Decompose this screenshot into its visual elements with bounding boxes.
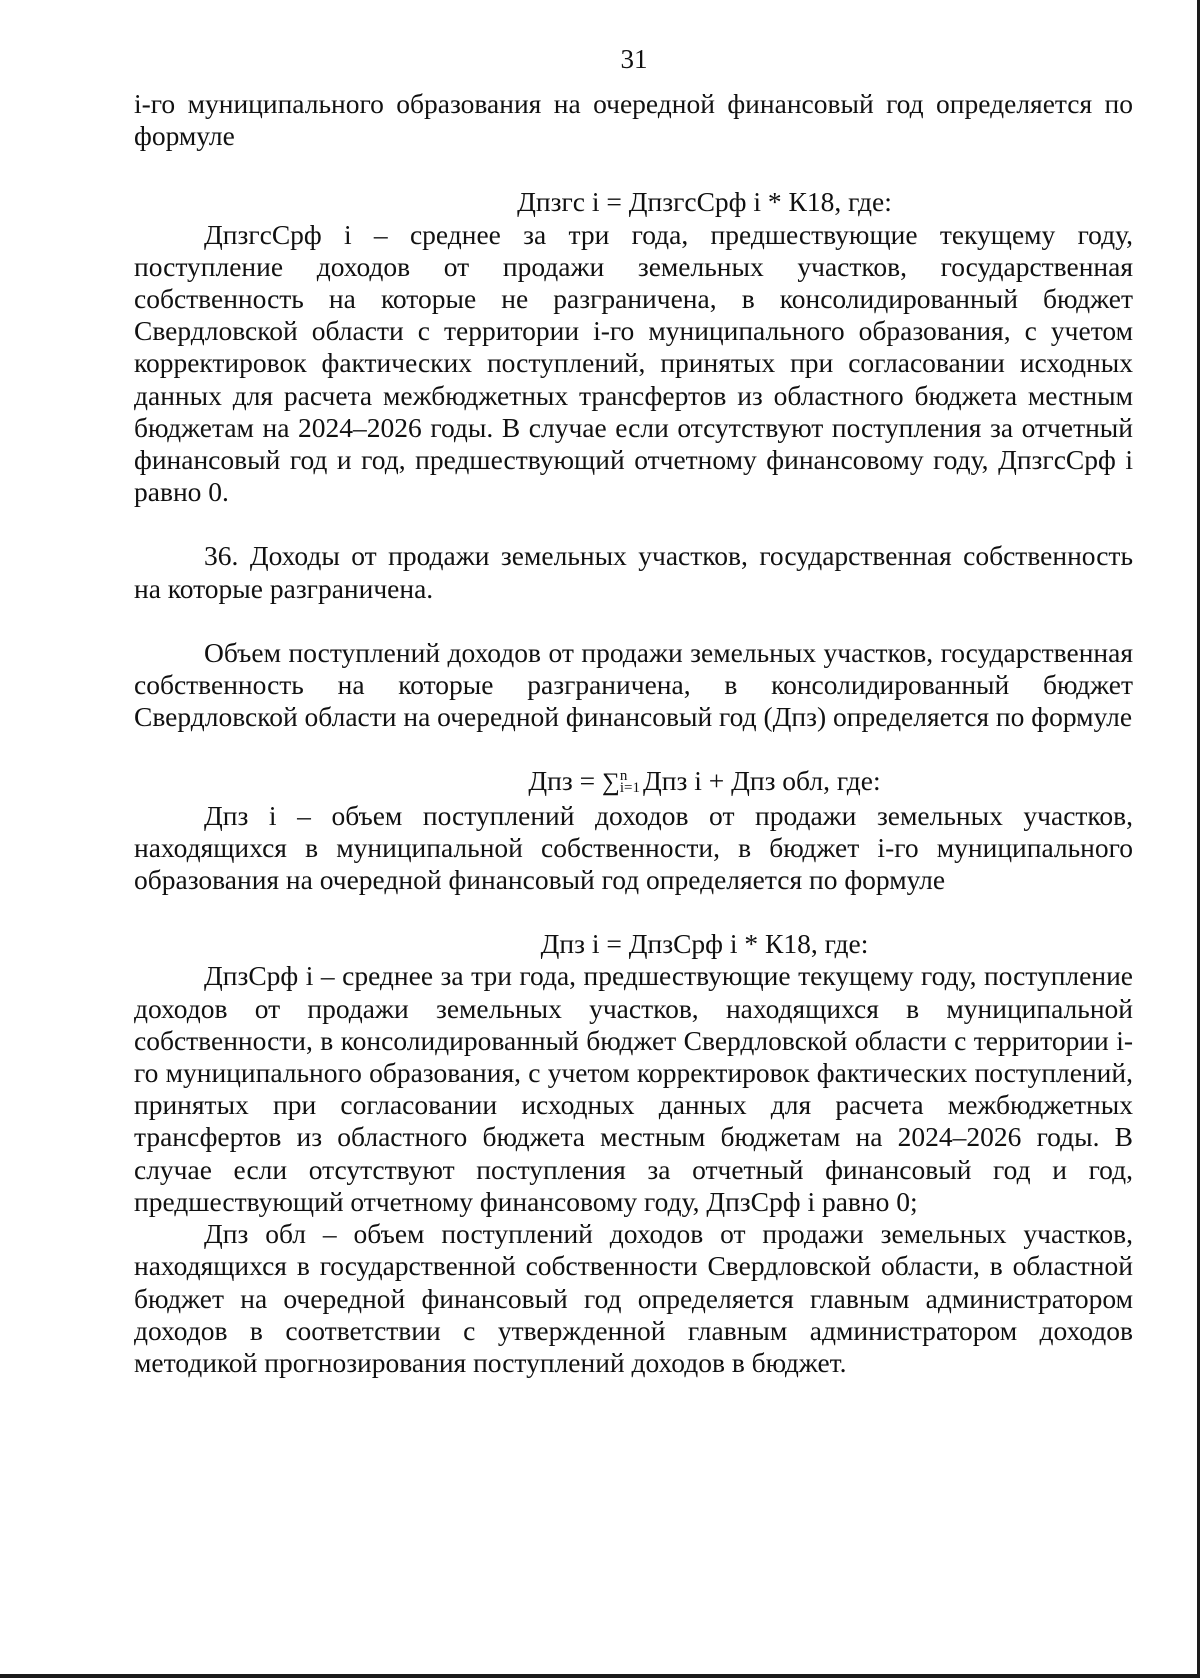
spacer <box>134 605 1133 637</box>
definition-dpz-obl: Дпз обл – объем поступлений доходов от продажи земельных участков, находящихся в государственной собственности Свердловской области, в областной бюджет на очередной финансовый год определяется главным администратором доходов в соответствии с утвержденной главным администратором доходов методикой прогнозирования поступлений доходов в бюджет. <box>134 1218 1133 1378</box>
summation-symbol: ∑ <box>602 769 620 797</box>
formula-dpz-i: Дпз i = ДпзСрф i * К18, где: <box>540 928 869 960</box>
spacer <box>134 733 1133 765</box>
section-36-heading: 36. Доходы от продажи земельных участков, государственная собственность на которые разграничена. <box>134 540 1133 604</box>
definition-dpzgs-srf: ДпзгсСрф i – среднее за три года, предшествующие текущему году, поступление доходов от продажи земельных участков, государственная собственность на которые не разграничена, в консолидированный бюджет Свердловской области с территории i-го муниципального образования, с учетом корректировок фактических поступлений, принятых при согласовании исходных данных для расчета межбюджетных трансфертов из областного бюджета местным бюджетам на 2024–2026 годы. В случае если отсутствуют поступления за отчетный финансовый год и год, предшествующий отчетному финансовому году, ДпзгсСрф i равно 0. <box>134 218 1133 508</box>
summation-lower: i=1 <box>619 780 640 797</box>
summation-upper: n <box>619 768 628 785</box>
formula-dpzgs: Дпзгс i = ДпзгсСрф i * К18, где: <box>517 186 892 218</box>
spacer <box>134 508 1133 540</box>
formula-lhs: Дпз = <box>528 765 603 797</box>
intro-paragraph: i-го муниципального образования на очередной финансовый год определяется по формуле <box>134 88 1133 152</box>
spacer <box>134 896 1133 928</box>
scan-edge-bottom <box>0 1674 1200 1678</box>
formula-dpz-sum <box>134 765 1133 799</box>
summation-limits <box>619 768 640 797</box>
volume-paragraph: Объем поступлений доходов от продажи земельных участков, государственная собственность на которые разграничена, в консолидированный бюджет Свердловской области на очередной финансовый год (Дпз) определяется по формуле <box>134 636 1133 733</box>
spacer <box>134 152 1133 186</box>
definition-dpz-srf: ДпзСрф i – среднее за три года, предшествующие текущему году, поступление доходов от продажи земельных участков, находящихся в муниципальной собственности, в консолидированный бюджет Свердловской области с территории i-го муниципального образования, с учетом корректировок фактических поступлений, принятых при согласовании исходных данных для расчета межбюджетных трансфертов из областного бюджета местным бюджетам на 2024–2026 годы. В случае если отсутствуют поступления за отчетный финансовый год и год, предшествующий отчетному финансовому году, ДпзСрф i равно 0; <box>134 960 1133 1217</box>
document-body <box>134 88 1133 1379</box>
definition-dpz-i: Дпз i – объем поступлений доходов от продажи земельных участков, находящихся в муниципальной собственности, в бюджет i-го муниципального образования на очередной финансовый год определяется по формуле <box>134 799 1133 896</box>
formula-rhs: Дпз i + Дпз обл, где: <box>642 765 881 797</box>
page-number: 31 <box>620 44 648 74</box>
